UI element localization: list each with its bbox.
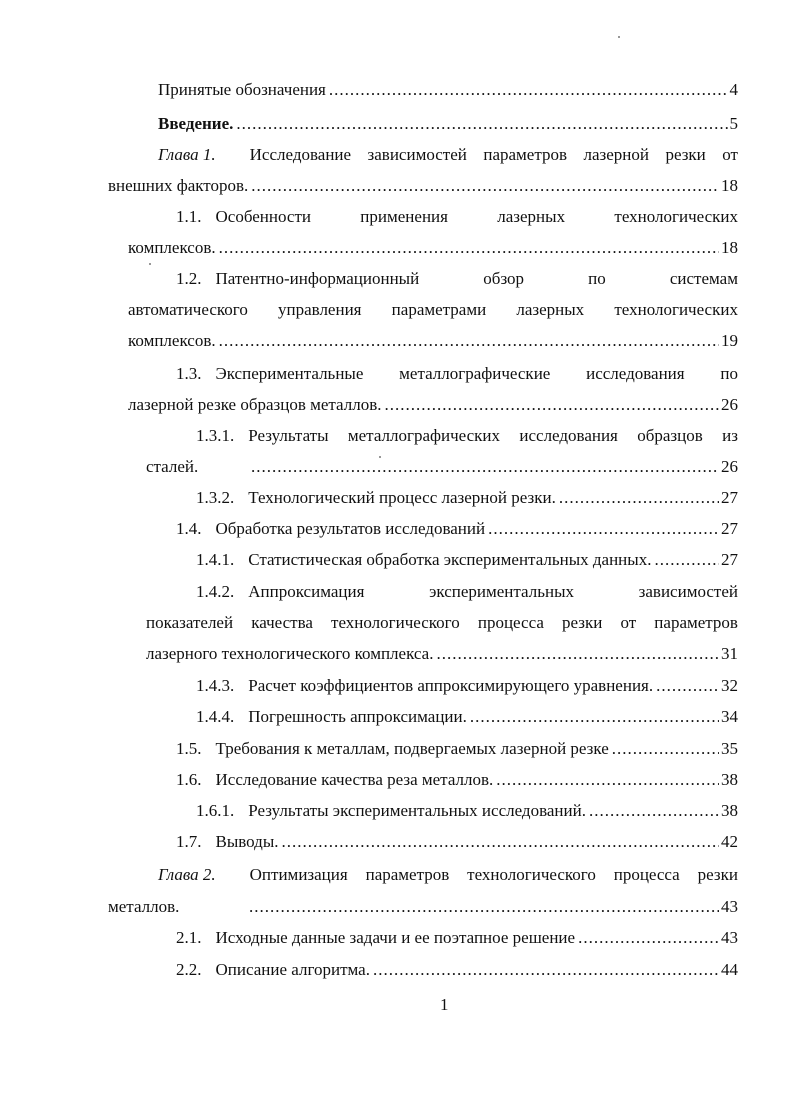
toc-entry-1-1-cont[interactable]: [128, 238, 738, 260]
scan-speck: [149, 263, 151, 265]
section-number: 1.3.: [176, 364, 202, 383]
toc-page-number: 44: [721, 960, 738, 979]
toc-word: по: [588, 269, 606, 288]
toc-entry-title: Исследование качества реза металлов.: [215, 770, 494, 789]
toc-word: Исследование: [249, 145, 352, 164]
section-number: 1.4.2.: [196, 582, 235, 601]
toc-page-number: 27: [721, 550, 738, 569]
toc-entry-title: Обработка результатов исследований: [215, 519, 486, 538]
leader-dots: [589, 801, 719, 821]
toc-word: обзор: [483, 269, 525, 288]
chapter-label: Глава 1.: [158, 145, 216, 164]
toc-word: технологического: [331, 613, 460, 632]
toc-page-number: 38: [721, 801, 738, 820]
page-number: 1: [440, 995, 449, 1014]
toc-entry-1-4-2[interactable]: [192, 582, 738, 604]
toc-entry-1-3-2[interactable]: [192, 488, 738, 510]
toc-word: технологических: [614, 207, 738, 226]
section-number: 1.5.: [176, 739, 202, 758]
toc-entry-title: лазерной резке образцов металлов.: [128, 395, 382, 414]
toc-entry-title: комплексов.: [128, 331, 216, 350]
toc-page-number: 26: [721, 457, 738, 476]
section-number: 1.4.: [176, 519, 202, 538]
toc-entry-title: внешних факторов.: [108, 176, 249, 195]
toc-entry-title: металлов.: [108, 897, 180, 916]
toc-word: параметров: [654, 613, 738, 632]
leader-dots: [251, 457, 719, 477]
leader-dots: [559, 488, 719, 508]
toc-entry-1-4-2-cont[interactable]: [146, 644, 738, 666]
toc-page-number: 43: [721, 897, 738, 916]
toc-entry-title: сталей.: [146, 457, 199, 476]
toc-entry-1-3[interactable]: [172, 364, 738, 386]
toc-entry-2-2[interactable]: [172, 960, 738, 982]
toc-entry-1-4-1[interactable]: [192, 550, 738, 572]
toc-entry-title: лазерного технологического комплекса.: [146, 644, 434, 663]
toc-word: от: [722, 145, 738, 164]
section-number: 1.4.4.: [196, 707, 235, 726]
toc-page-number: 27: [721, 519, 738, 538]
leader-dots: [385, 395, 720, 415]
toc-word: резки: [697, 865, 738, 884]
section-number: 1.3.1.: [196, 426, 235, 445]
leader-dots: [654, 550, 719, 570]
toc-entry-1-4-4[interactable]: [192, 707, 738, 729]
toc-word: металлографические: [399, 364, 551, 383]
toc-word: процесса: [477, 613, 544, 632]
toc-entry-title: Статистическая обработка экспериментальных данных.: [248, 550, 652, 569]
toc-word: параметров: [365, 865, 450, 884]
toc-entry-title: Введение.: [158, 114, 234, 133]
toc-entry-title: Выводы.: [215, 832, 279, 851]
toc-word: системам: [669, 269, 738, 288]
leader-dots: [219, 238, 719, 258]
toc-entry-1-2-cont[interactable]: [128, 331, 738, 353]
toc-page-number: 38: [721, 770, 738, 789]
toc-word: параметров: [483, 145, 567, 164]
toc-page-number: 31: [721, 644, 738, 663]
toc-word: технологического: [467, 865, 596, 884]
toc-word: исследования: [586, 364, 685, 383]
toc-word: по: [720, 364, 738, 383]
section-number: 1.3.2.: [196, 488, 235, 507]
toc-entry-intro[interactable]: [158, 114, 738, 136]
toc-word: процесса: [613, 865, 680, 884]
toc-page-number: 34: [721, 707, 738, 726]
toc-word: Аппроксимация: [248, 582, 365, 601]
toc-entry-notation[interactable]: [158, 80, 738, 102]
leader-dots: [249, 897, 719, 917]
leader-dots: [656, 676, 719, 696]
scan-speck: [379, 456, 381, 458]
toc-entry-1-3-cont[interactable]: [128, 395, 738, 417]
leader-dots: [282, 832, 719, 852]
toc-chapter-2-cont[interactable]: [108, 897, 738, 919]
section-number: 2.2.: [176, 960, 202, 979]
toc-word: Особенности: [215, 207, 311, 226]
toc-word: параметрами: [391, 300, 487, 319]
toc-page-number: 26: [721, 395, 738, 414]
toc-page-number: 27: [721, 488, 738, 507]
leader-dots: [251, 176, 719, 196]
toc-word: от: [620, 613, 637, 632]
section-number: 1.7.: [176, 832, 202, 851]
toc-word: резки: [562, 613, 603, 632]
section-number: 1.4.1.: [196, 550, 235, 569]
toc-page-number: 43: [721, 928, 738, 947]
toc-word: лазерной: [583, 145, 649, 164]
toc-entry-1-1[interactable]: [172, 207, 738, 229]
toc-word: зависимостей: [638, 582, 738, 601]
toc-page-number: 4: [729, 80, 738, 99]
leader-dots: [470, 707, 719, 727]
toc-entry-1-5[interactable]: [172, 739, 738, 761]
section-number: 1.6.: [176, 770, 202, 789]
toc-entry-title: Принятые обозначения: [158, 80, 326, 99]
toc-entry-1-4-2-line2[interactable]: [146, 613, 738, 635]
toc-entry-title: Расчет коэффициентов аппроксимирующего уравнения.: [248, 676, 654, 695]
toc-entry-1-3-1[interactable]: [192, 426, 738, 448]
toc-word: Экспериментальные: [215, 364, 364, 383]
toc-chapter-1[interactable]: [158, 145, 738, 167]
toc-word: металлографических: [347, 426, 501, 445]
toc-entry-1-6[interactable]: [172, 770, 738, 792]
toc-word: резки: [665, 145, 706, 164]
toc-word: лазерных: [516, 300, 585, 319]
toc-entry-1-4-3[interactable]: [192, 676, 738, 698]
toc-word: образцов: [637, 426, 703, 445]
section-number: 1.1.: [176, 207, 202, 226]
toc-chapter-1-cont[interactable]: [108, 176, 738, 198]
leader-dots: [236, 114, 727, 134]
section-number: 2.1.: [176, 928, 202, 947]
toc-word: автоматического: [128, 300, 248, 319]
toc-entry-title: Технологический процесс лазерной резки.: [248, 488, 556, 507]
toc-word: применения: [360, 207, 448, 226]
scan-speck: [618, 36, 620, 38]
toc-word: экспериментальных: [429, 582, 574, 601]
leader-dots: [578, 928, 719, 948]
toc-page-number: 19: [721, 331, 738, 350]
section-number: 1.2.: [176, 269, 202, 288]
toc-word: исследования: [519, 426, 618, 445]
toc-word: лазерных: [497, 207, 566, 226]
toc-entry-title: Требования к металлам, подвергаемых лазерной резке: [215, 739, 609, 758]
toc-word: Результаты: [248, 426, 329, 445]
toc-word: Оптимизация: [249, 865, 348, 884]
toc-word: управления: [278, 300, 362, 319]
toc-entry-1-2[interactable]: [172, 269, 738, 291]
toc-word: Патентно-информационный: [215, 269, 420, 288]
section-number: 1.4.3.: [196, 676, 235, 695]
toc-word: качества: [251, 613, 313, 632]
toc-page-number: 18: [721, 176, 738, 195]
toc-entry-title: комплексов.: [128, 238, 216, 257]
toc-page-number: 35: [721, 739, 738, 758]
leader-dots: [612, 739, 719, 759]
toc-entry-title: Описание алгоритма.: [215, 960, 370, 979]
leader-dots: [373, 960, 719, 980]
toc-word: зависимостей: [367, 145, 467, 164]
toc-entry-title: Погрешность аппроксимации.: [248, 707, 467, 726]
toc-entry-1-3-1-cont[interactable]: [146, 457, 738, 479]
leader-dots: [436, 644, 719, 664]
toc-page-number: 42: [721, 832, 738, 851]
toc-word: показателей: [146, 613, 234, 632]
toc-entry-1-6-1[interactable]: [192, 801, 738, 823]
toc-entry-title: Исходные данные задачи и ее поэтапное решение: [215, 928, 576, 947]
toc-entry-2-1[interactable]: [172, 928, 738, 950]
toc-entry-title: Результаты экспериментальных исследований.: [248, 801, 586, 820]
leader-dots: [488, 519, 719, 539]
toc-chapter-2[interactable]: [158, 865, 738, 887]
section-number: 1.6.1.: [196, 801, 235, 820]
toc-page-number: 5: [729, 114, 738, 133]
leader-dots: [329, 80, 728, 100]
toc-word: из: [722, 426, 738, 445]
toc-entry-1-2-line2[interactable]: [128, 300, 738, 322]
toc-page-number: 18: [721, 238, 738, 257]
toc-entry-1-7[interactable]: [172, 832, 738, 854]
toc-word: технологических: [614, 300, 738, 319]
leader-dots: [219, 331, 719, 351]
toc-page-number: 32: [721, 676, 738, 695]
leader-dots: [496, 770, 719, 790]
toc-entry-1-4[interactable]: [172, 519, 738, 541]
chapter-label: Глава 2.: [158, 865, 216, 884]
